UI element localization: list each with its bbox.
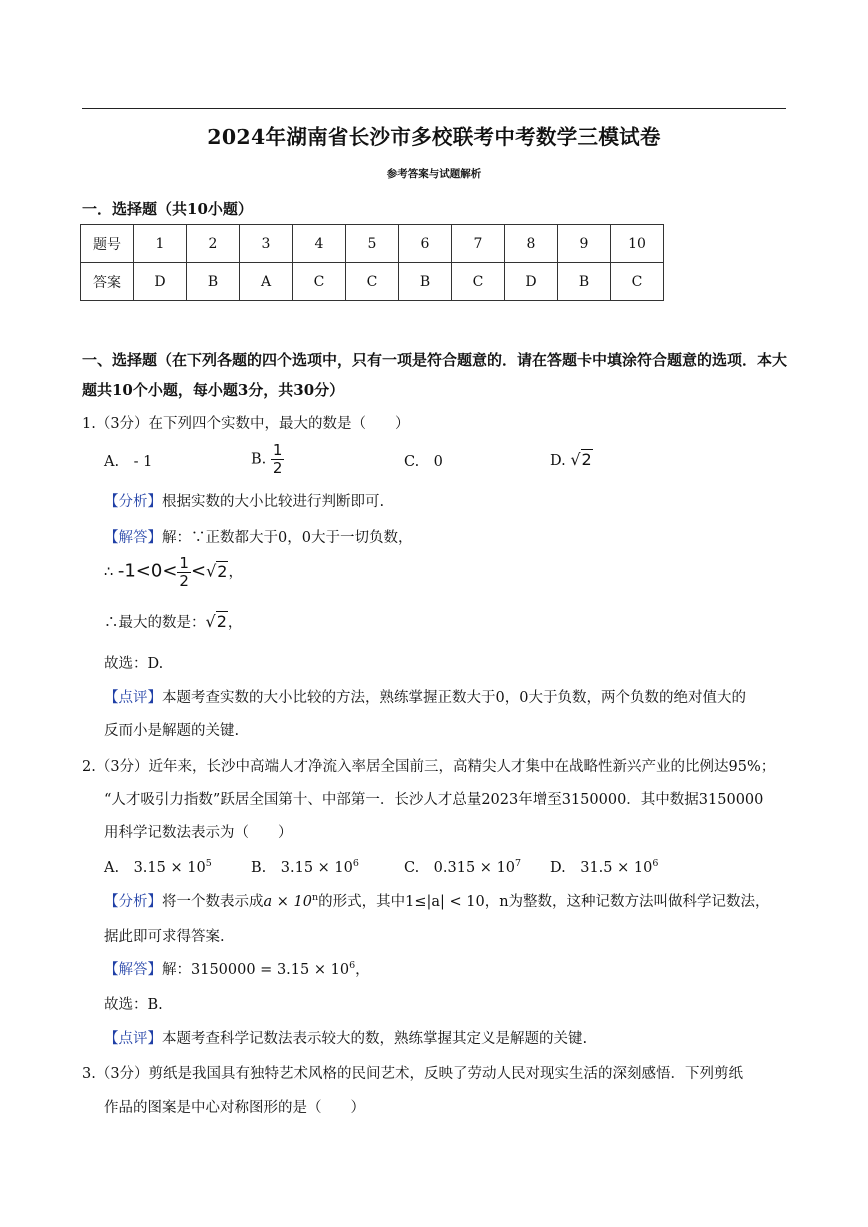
q1-max [104, 611, 242, 632]
numerator: 1 [272, 441, 283, 459]
option-label: D. [550, 453, 566, 469]
table-cell: 10 [611, 225, 664, 263]
q1-option-b [251, 443, 284, 476]
comment-tag: 【点评】 [104, 1031, 162, 1047]
table-cell: D [505, 263, 558, 301]
table-cell: 4 [293, 225, 346, 263]
inequality-left: -1<0< [117, 560, 178, 582]
analysis-text: 的形式，其中1≤|a| < 10，n为整数，这种记数方法叫做科学记数法， [318, 894, 770, 910]
table-cell: 1 [134, 225, 187, 263]
table-row-label: 题号 [81, 225, 134, 263]
section-heading-2: 一、选择题（在下列各题的四个选项中，只有一项是符合题意的．请在答题卡中填涂符合题意的选项．本大题共10个小题，每小题3分，共30分） [82, 351, 788, 399]
table-cell: 7 [452, 225, 505, 263]
sqrt: √2 [206, 561, 228, 581]
q1-option-d [550, 450, 593, 469]
table-cell: C [346, 263, 399, 301]
table-cell: B [558, 263, 611, 301]
solution-tag: 【解答】 [104, 530, 162, 546]
table-cell: 5 [346, 225, 399, 263]
option-label: B. [251, 451, 267, 468]
option-text: B. 3.15 × 10 [251, 860, 353, 876]
table-cell: 6 [399, 225, 452, 263]
solution-text: 解：∵正数都大于0，0大于一切负数， [162, 530, 413, 546]
q3-stem-line1: 3.（3分）剪纸是我国具有独特艺术风格的民间艺术，反映了劳动人民对现实生活的深刻感悟．下列剪纸 [82, 1066, 744, 1082]
q3-stem-line2: 作品的图案是中心对称图形的是（ ） [104, 1100, 365, 1116]
exponent: 6 [652, 858, 659, 870]
table-cell: 9 [558, 225, 611, 263]
q1-analysis [104, 490, 384, 511]
option-text: A. 3.15 × 10 [104, 860, 206, 876]
sqrt: √2 [570, 450, 592, 469]
q1-comment-cont: 反而小是解题的关键. [104, 723, 240, 739]
therefore-symbol: ∴ [104, 564, 114, 581]
section-heading-1: 一．选择题（共10小题） [82, 200, 253, 218]
table-cell: A [240, 263, 293, 301]
formula: a × 10 [263, 894, 312, 910]
punctuation: ， [355, 962, 370, 978]
radicand: 2 [581, 450, 592, 469]
table-row-numbers [81, 225, 664, 263]
table-cell: D [134, 263, 187, 301]
denominator: 2 [179, 572, 189, 590]
max-text: ∴最大的数是： [104, 615, 206, 631]
punctuation: ， [228, 564, 243, 581]
q2-solution [104, 958, 370, 979]
analysis-text: 根据实数的大小比较进行判断即可. [162, 494, 385, 510]
q2-analysis [104, 890, 770, 911]
q1-stem: 1.（3分）在下列四个实数中，最大的数是（ ） [82, 416, 410, 432]
option-text: C. 0.315 × 10 [404, 860, 516, 876]
comment-text: 本题考查科学记数法表示较大的数，熟练掌握其定义是解题的关键. [162, 1031, 588, 1047]
q2-option-d [550, 856, 658, 877]
q2-analysis-cont: 据此即可求得答案. [104, 929, 225, 945]
q2-option-a [104, 856, 212, 877]
sqrt: √2 [205, 612, 227, 631]
analysis-tag: 【分析】 [104, 494, 162, 510]
fraction [271, 443, 285, 476]
exponent: n [311, 892, 319, 904]
radicand: 2 [217, 561, 228, 581]
q1-choose: 故选：D. [104, 656, 164, 672]
q2-stem-line1: 2.（3分）近年来，长沙中高端人才净流入率居全国前三，高精尖人才集中在战略性新兴产业的比例达95%； [82, 759, 776, 775]
q1-option-a: A. - 1 [104, 454, 153, 470]
q2-stem-line2: “人才吸引力指数”跃居全国第十、中部第一．长沙人才总量2023年增至3150000．其中数据3150000 [104, 792, 764, 808]
exponent: 6 [349, 960, 356, 972]
exponent: 6 [352, 858, 359, 870]
q1-inequality [104, 556, 243, 589]
solution-text: 解：3150000 = 3.15 × 10 [162, 962, 350, 978]
analysis-tag: 【分析】 [104, 894, 162, 910]
q1-comment [104, 686, 746, 707]
exponent: 5 [205, 858, 212, 870]
table-cell: 8 [505, 225, 558, 263]
analysis-text: 将一个数表示成 [162, 894, 264, 910]
fraction [177, 556, 191, 589]
answer-table [80, 224, 664, 301]
table-cell: 2 [187, 225, 240, 263]
table-row-label: 答案 [81, 263, 134, 301]
q2-choose: 故选：B. [104, 997, 163, 1013]
q2-stem-line3: 用科学记数法表示为（ ） [104, 825, 293, 841]
table-cell: C [611, 263, 664, 301]
table-cell: 3 [240, 225, 293, 263]
page-subtitle: 参考答案与试题解析 [386, 168, 482, 180]
solution-tag: 【解答】 [104, 962, 162, 978]
radicand: 2 [216, 612, 227, 631]
inequality-sign: < [190, 560, 207, 582]
table-cell: C [293, 263, 346, 301]
exponent: 7 [515, 858, 522, 870]
option-text: D. 31.5 × 10 [550, 860, 653, 876]
q2-option-c [404, 856, 521, 877]
table-cell: C [452, 263, 505, 301]
denominator: 2 [272, 459, 283, 477]
page-title: 2024年湖南省长沙市多校联考中考数学三模试卷 [207, 125, 661, 149]
q2-option-b [251, 856, 359, 877]
comment-text: 本题考查实数的大小比较的方法，熟练掌握正数大于0，0大于负数，两个负数的绝对值大的 [162, 690, 746, 706]
comment-tag: 【点评】 [104, 690, 162, 706]
q1-solution [104, 526, 412, 547]
numerator: 1 [179, 554, 189, 572]
punctuation: ， [227, 615, 243, 631]
table-row-answers [81, 263, 664, 301]
table-cell: B [187, 263, 240, 301]
q2-comment [104, 1027, 587, 1048]
table-cell: B [399, 263, 452, 301]
q1-option-c: C. 0 [404, 454, 443, 470]
header-rule [82, 108, 786, 109]
